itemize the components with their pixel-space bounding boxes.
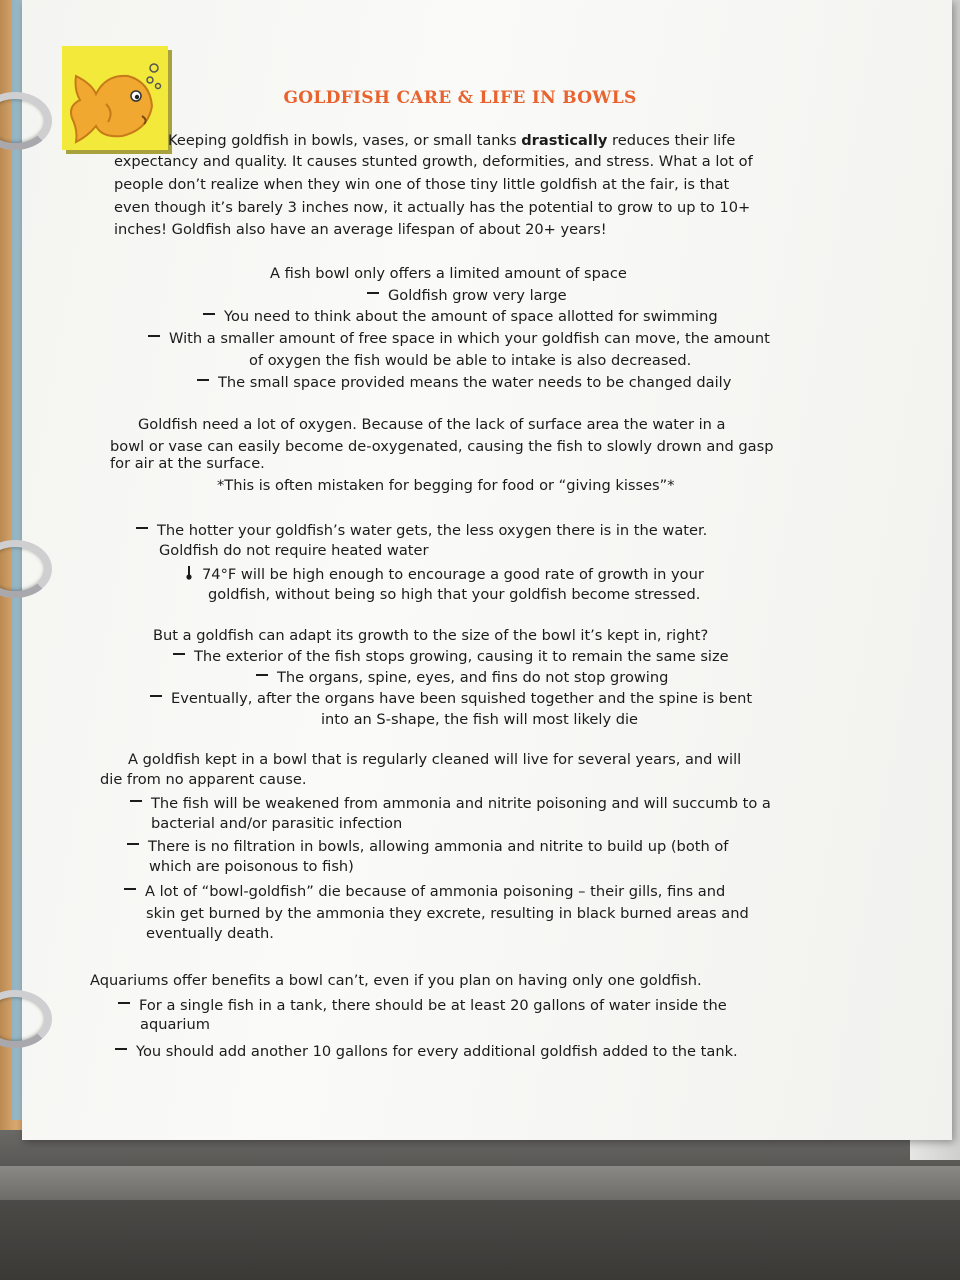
s2-bullet-1: [136, 520, 707, 541]
s3-bullet-2-text: The organs, spine, eyes, and fins do not stop growing: [277, 669, 669, 686]
dash-bullet-icon: [115, 1048, 127, 1050]
s1-bullet-4: [197, 372, 731, 393]
p1-line-1b: reduces their life: [612, 132, 736, 149]
dash-bullet-icon: [124, 888, 136, 890]
dash-bullet-icon: [203, 313, 215, 315]
s1-bullet-1-text: Goldfish grow very large: [388, 287, 567, 304]
p3-line-2: die from no apparent cause.: [100, 771, 307, 788]
s1-bullet-3: [148, 328, 770, 349]
s4-bullet-3-cont-2: eventually death.: [146, 925, 274, 942]
dash-bullet-icon: [136, 527, 148, 529]
s3-bullet-2: [256, 667, 668, 688]
document-title: GOLDFISH CARE & LIFE IN BOWLS: [283, 88, 637, 108]
dash-bullet-icon: [197, 379, 209, 381]
s2-bullet-1-text: The hotter your goldfish’s water gets, the less oxygen there is in the water.: [157, 522, 708, 539]
s1-bullet-2-text: You need to think about the amount of space allotted for swimming: [224, 308, 718, 325]
p2-line-3: for air at the surface.: [110, 455, 265, 472]
s1-bullet-1: [367, 285, 567, 306]
s1-heading: A fish bowl only offers a limited amount of space: [270, 265, 627, 282]
p2-line-1: Goldfish need a lot of oxygen. Because of the lack of surface area the water in a: [138, 416, 726, 433]
s1-bullet-3-cont: of oxygen the fish would be able to intake is also decreased.: [249, 352, 692, 369]
s4-bullet-1-cont: bacterial and/or parasitic infection: [151, 815, 403, 832]
s5-bullet-2-text: You should add another 10 gallons for every additional goldfish added to the tank.: [136, 1043, 738, 1060]
s4-bullet-3: [124, 881, 725, 902]
s4-bullet-3-cont-1: skin get burned by the ammonia they excrete, resulting in black burned areas and: [146, 905, 749, 922]
p1-line-2: expectancy and quality. It causes stunted growth, deformities, and stress. What a lot of: [114, 153, 753, 170]
s3-bullet-3-cont: into an S-shape, the fish will most likely die: [321, 711, 639, 728]
p3-line-1: A goldfish kept in a bowl that is regularly cleaned will live for several years, and will: [128, 751, 742, 768]
s3-bullet-3-text: Eventually, after the organs have been squished together and the spine is bent: [171, 690, 753, 707]
dash-bullet-icon: [367, 292, 379, 294]
dash-bullet-icon: [118, 1002, 130, 1004]
dash-bullet-icon: [148, 335, 160, 337]
s5-bullet-1-cont: aquarium: [140, 1016, 210, 1033]
goldfish-logo-icon: [62, 46, 168, 150]
goldfish-logo: [62, 46, 168, 150]
s1-bullet-2: [203, 306, 718, 327]
s3-heading: But a goldfish can adapt its growth to the size of the bowl it’s kept in, right?: [153, 627, 709, 644]
s3-bullet-1: [173, 646, 729, 667]
p1-line-5: inches! Goldfish also have an average lifespan of about 20+ years!: [114, 221, 607, 238]
s2-therm-cont: goldfish, without being so high that your goldfish become stressed.: [208, 586, 701, 603]
dash-bullet-icon: [256, 674, 268, 676]
s5-bullet-1: [118, 995, 727, 1016]
p1-emphasis: drastically: [521, 132, 608, 149]
s2-therm-text: 74°F will be high enough to encourage a good rate of growth in your: [202, 566, 704, 583]
p2-line-2: bowl or vase can easily become de-oxygenated, causing the fish to slowly drown and gasp: [110, 438, 774, 455]
s1-bullet-4-text: The small space provided means the water needs to be changed daily: [218, 374, 732, 391]
s4-bullet-2: [127, 836, 728, 857]
p1-line-3: people don’t realize when they win one of those tiny little goldfish at the fair, is that: [114, 176, 730, 193]
s4-bullet-2-text: There is no filtration in bowls, allowing ammonia and nitrite to build up (both of: [148, 838, 729, 855]
dash-bullet-icon: [127, 843, 139, 845]
s2-bullet-1-cont: Goldfish do not require heated water: [159, 542, 429, 559]
dash-bullet-icon: [130, 800, 142, 802]
s4-bullet-1-text: The fish will be weakened from ammonia and nitrite poisoning and will succumb to a: [151, 795, 771, 812]
s2-therm-item: [186, 564, 704, 585]
p2-note: *This is often mistaken for begging for food or “giving kisses”*: [217, 477, 675, 494]
p1-line-1a: Keeping goldfish in bowls, vases, or small tanks: [168, 132, 517, 149]
s4-bullet-1: [130, 793, 771, 814]
dash-bullet-icon: [150, 695, 162, 697]
s5-bullet-1-text: For a single fish in a tank, there should be at least 20 gallons of water inside the: [139, 997, 727, 1014]
s3-bullet-1-text: The exterior of the fish stops growing, causing it to remain the same size: [194, 648, 729, 665]
binder-bottom-edge: [0, 1166, 960, 1200]
s1-bullet-3-text: With a smaller amount of free space in which your goldfish can move, the amount: [169, 330, 770, 347]
binder-bottom: [0, 1130, 960, 1280]
s4-bullet-2-cont: which are poisonous to fish): [149, 858, 354, 875]
s4-bullet-3-text: A lot of “bowl-goldfish” die because of ammonia poisoning – their gills, fins and: [145, 883, 726, 900]
p1-line-1: [168, 130, 735, 151]
dash-bullet-icon: [173, 653, 185, 655]
s5-bullet-2: [115, 1041, 738, 1062]
p4-line: Aquariums offer benefits a bowl can’t, even if you plan on having only one goldfish.: [90, 972, 702, 989]
s3-bullet-3: [150, 688, 752, 709]
p1-line-4: even though it’s barely 3 inches now, it actually has the potential to grow to up to 10+: [114, 199, 751, 216]
thermometer-icon: [186, 566, 192, 580]
